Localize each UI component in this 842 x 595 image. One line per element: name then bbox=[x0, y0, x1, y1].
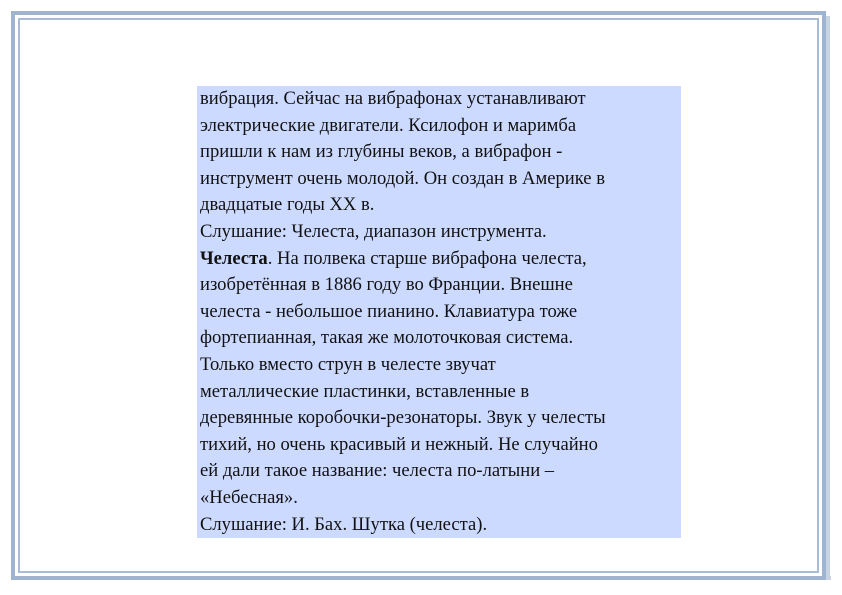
text-line: тихий, но очень красивый и нежный. Не случайно bbox=[200, 433, 598, 455]
text-line: ей дали такое название: челеста по-латыни – bbox=[200, 460, 555, 482]
text-line: инструмент очень молодой. Он создан в Америке в bbox=[200, 167, 605, 189]
text-box[interactable] bbox=[197, 86, 681, 538]
frame-shadow-right bbox=[826, 16, 830, 580]
celesta-term: Челеста bbox=[200, 247, 268, 269]
celesta-line bbox=[200, 246, 681, 273]
text-line: электрические двигатели. Ксилофон и маримба bbox=[200, 114, 577, 136]
text-line: пришли к нам из глубины веков, а вибрафон - bbox=[200, 141, 563, 163]
text-line: «Небесная». bbox=[200, 486, 298, 508]
text-line: деревянные коробочки-резонаторы. Звук у челесты bbox=[200, 407, 606, 429]
text-line: фортепианная, такая же молоточковая система. bbox=[200, 327, 574, 349]
text-line: Только вместо струн в челесте звучат bbox=[200, 353, 496, 375]
text-line: металлические пластинки, вставленные в bbox=[200, 380, 530, 402]
celesta-text: . На полвека старше вибрафона челеста, bbox=[267, 247, 587, 269]
text-line: вибрация. Сейчас на вибрафонах устанавливают bbox=[200, 88, 586, 109]
text-line: Слушание: И. Бах. Шутка (челеста). bbox=[200, 513, 488, 535]
text-line: изобретённая в 1886 году во Франции. Внешне bbox=[200, 274, 573, 296]
text-line: челеста - небольшое пианино. Клавиатура тоже bbox=[200, 300, 578, 322]
text-line: Слушание: Челеста, диапазон инструмента. bbox=[200, 220, 547, 242]
text-line: двадцатые годы XX в. bbox=[200, 194, 375, 216]
